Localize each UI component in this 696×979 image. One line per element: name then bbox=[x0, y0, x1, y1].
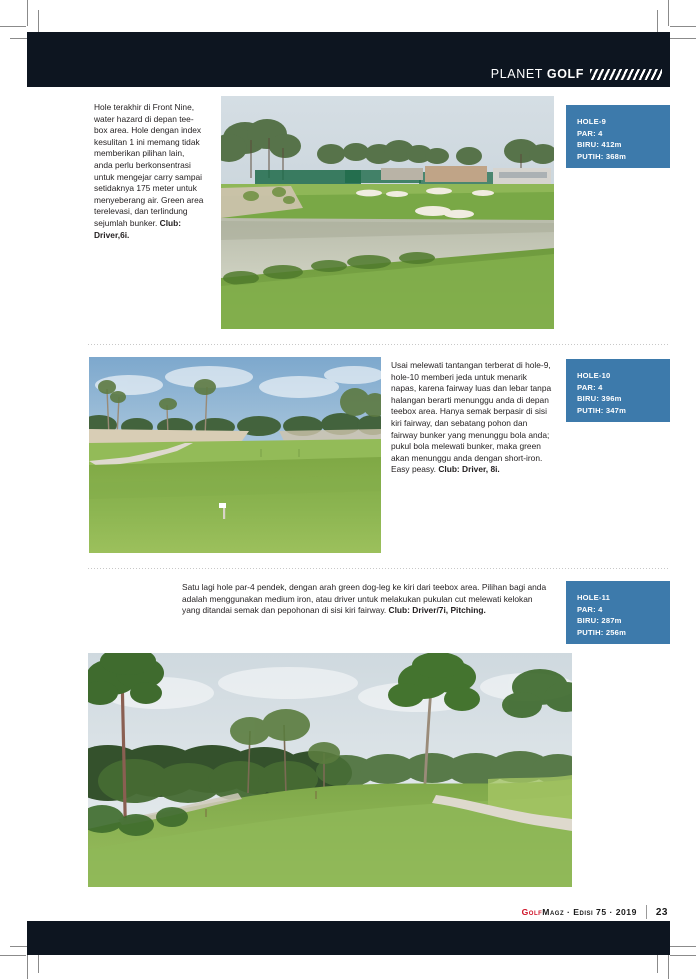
hole-10-info-box bbox=[566, 359, 670, 422]
hole-11-text bbox=[182, 582, 553, 617]
hole-9-info-biru: BIRU: 412m bbox=[577, 140, 622, 149]
crop-mark-bottom-left-h1 bbox=[0, 955, 26, 956]
footer-credit bbox=[522, 905, 668, 919]
section-separator-1 bbox=[88, 344, 670, 345]
hole-9-info-par: PAR: 4 bbox=[577, 128, 603, 138]
crop-mark-top-right-v2 bbox=[657, 10, 658, 32]
magazine-name bbox=[522, 907, 637, 917]
brand-prefix: PLANET bbox=[490, 67, 543, 81]
crop-mark-top-left-h1 bbox=[0, 26, 26, 27]
top-black-banner bbox=[27, 32, 670, 87]
hole-11-info-par: PAR: 4 bbox=[577, 604, 603, 614]
hole-10-info-par: PAR: 4 bbox=[577, 382, 603, 392]
hole-11-info-box bbox=[566, 581, 670, 644]
hole-9-photo bbox=[221, 96, 554, 329]
hole-10-photo-art bbox=[89, 357, 381, 553]
hole-9-photo-art bbox=[221, 96, 554, 329]
magazine-name-red: Golf bbox=[521, 907, 543, 917]
crop-mark-top-right-h1 bbox=[670, 26, 696, 27]
hole-10-info-hole: HOLE-10 bbox=[577, 371, 611, 380]
bottom-black-banner bbox=[27, 921, 670, 955]
footer-divider bbox=[646, 905, 647, 919]
hole-10-photo bbox=[89, 357, 381, 553]
hole-11-info-putih: PUTIH: 256m bbox=[577, 627, 627, 637]
hole-11-info-biru: BIRU: 287m bbox=[577, 616, 622, 625]
crop-mark-bottom-right-h1 bbox=[670, 955, 696, 956]
hole-9-paragraph: Hole terakhir di Front Nine, water hazard di depan tee-box area. Hole dengan index kesulitan 1 ini memang tidak memberikan pilihan lain, anda perlu berkonsentrasi untuk mengejar carry sampai setidaknya 175 meter untuk menyeberang air. Green area terelevasi, dan terlindung sejumlah bunker. bbox=[94, 102, 204, 228]
hole-9-info-box bbox=[566, 105, 670, 168]
hole-11-club: Club: Driver/7i, Pitching. bbox=[388, 605, 486, 616]
diagonal-stripes-icon bbox=[590, 69, 662, 80]
hole-10-text bbox=[391, 360, 552, 476]
hole-10-info-putih: PUTIH: 347m bbox=[577, 405, 627, 415]
crop-mark-top-right-v1 bbox=[668, 0, 669, 26]
crop-mark-top-left-v2 bbox=[38, 10, 39, 32]
section-separator-2 bbox=[88, 568, 670, 569]
hole-10-club: Club: Driver, 8i. bbox=[438, 464, 500, 475]
hole-11-info-hole: HOLE-11 bbox=[577, 593, 611, 602]
hole-9-text bbox=[94, 102, 204, 241]
hole-11-paragraph: Satu lagi hole par-4 pendek, dengan arah green dog-leg ke kiri dari teebox area. Pilihan bagi anda adalah menggunakan medium iron, atau driver untuk melakukan pukulan cut melewati kelokan yang ditandai semak dan pepohonan di sisi kiri fairway. bbox=[182, 582, 547, 616]
magazine-name-rest: Magz · Edisi 75 · 2019 bbox=[542, 907, 637, 917]
brand-label bbox=[491, 67, 584, 81]
planet-golf-brand bbox=[491, 67, 662, 81]
crop-mark-top-left-v1 bbox=[27, 0, 28, 26]
hole-10-info-biru: BIRU: 396m bbox=[577, 394, 622, 403]
hole-9-info-hole: HOLE-9 bbox=[577, 117, 607, 126]
crop-mark-bottom-right-v1 bbox=[668, 955, 669, 979]
hole-11-photo-art bbox=[88, 653, 572, 887]
crop-mark-bottom-right-v2 bbox=[657, 955, 658, 973]
hole-9-info-putih: PUTIH: 368m bbox=[577, 151, 627, 161]
brand-bold: GOLF bbox=[546, 67, 584, 81]
hole-10-paragraph: Usai melewati tantangan terberat di hole-9, hole-10 memberi jeda untuk menarik napas, karena fairway luas dan lebar tanpa halangan berarti menunggu anda di depan teebox area. Hanya semak berpasir di sisi kiri fairway, dan sebatang pohon dan fairway bunker yang menunggu bola anda; pukul bola melewati bunker, maka green akan menunggu anda dengan short-iron. Easy peasy. bbox=[391, 360, 552, 475]
crop-mark-bottom-left-v1 bbox=[27, 955, 28, 979]
hole-11-photo bbox=[88, 653, 572, 887]
hole-9-club: Club: Driver,6i. bbox=[94, 217, 182, 240]
crop-mark-bottom-left-v2 bbox=[38, 955, 39, 973]
page-number: 23 bbox=[655, 906, 668, 918]
